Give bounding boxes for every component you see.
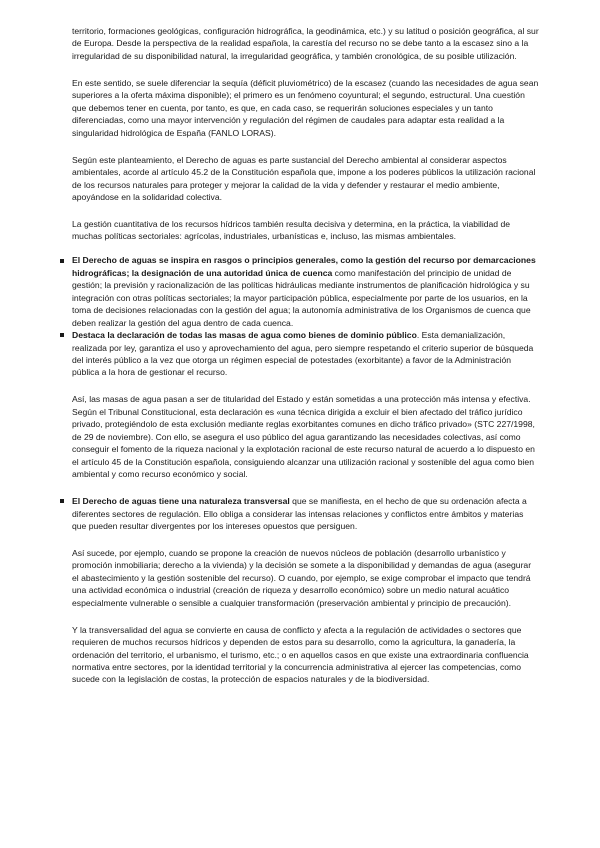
bullet-bold-lead: El Derecho de aguas tiene una naturaleza transversal: [72, 496, 290, 507]
bullet-naturaleza-transversal: [72, 495, 540, 532]
bullet-body: . Esta demanialización, realizada por ley, garantiza el uso y aprovechamiento del agua, pero siempre respetando el criterio superior de búsqueda del interés público a la vez que otorga un régimen especial de potestades (exorbitante) a favor de la Administración pública a la hora de gestionar el recurso.: [72, 330, 534, 378]
bullet-body: como manifestación del principio de unidad de gestión; la previsión y racionalización de las políticas hidráulicas mediante instrumentos de planificación hidrológica y su integración con otras políticas sectoriales; la mayor participación pública, especialmente por parte de los usuarios, en la toma de decisiones relacionadas con la gestión del agua; la autonomía administrativa de los Organismos de cuenca que deben realizar la gestión del agua dentro de cada cuenca.: [72, 267, 531, 328]
bullet-square-icon: [60, 259, 64, 263]
bullet-body: que se manifiesta, en el hecho de que su ordenación afecta a diferentes sectores de regulación. Ello obliga a considerar las intensas relaciones y conflictos entre ámbitos y materias que pueden resultar divergentes por los intereses opuestos que persiguen.: [72, 496, 527, 531]
bullet-principios-generales: [72, 254, 540, 329]
paragraph-derecho-ambiental: Según este planteamiento, el Derecho de aguas es parte sustancial del Derecho ambiental al considerar aspectos ambientales, acorde al artículo 45.2 de la Constitución española que, impone a los poderes públicos la utilización racional de los recursos naturales para proteger y mejorar la calidad de la vida y defender y restaurar el medio ambiente, apoyándose en la solidaridad colectiva.: [72, 154, 536, 202]
bullet-square-icon: [60, 333, 64, 337]
bullet-text: [72, 495, 540, 532]
paragraph-transversalidad-conflicto: Y la transversalidad del agua se convierte en causa de conflicto y afecta a la regulación de actividades o sectores que requieren de muchos recursos hídricos y dependen de estos para su desarrollo, como la agricultura, la ganadería, la ordenación del territorio, el urbanismo, el turismo, etc.; o en aquellos casos en que existe una extraordinaria confluencia normativa entre sectores, por la identidad territorial y la concurrencia administrativa al ejercer las competencias, como sucede con la legislación de costas, la protección de espacios naturales y de la biodiversidad.: [72, 624, 529, 685]
bullet-bold-lead: Destaca la declaración de todas las masas de agua como bienes de dominio público: [72, 330, 417, 341]
paragraph-territorio: territorio, formaciones geológicas, configuración hidrográfica, la geodinámica, etc.) y su latitud o posición geográfica, al sur de Europa. Desde la perspectiva de la realidad española, la carestía del recurso no se debe tanto a la escasez sino a la irregularidad de su disponibilidad natural, la irregularidad geográfica, y también cronológica, de su posible utilización.: [72, 26, 539, 61]
paragraph-gestion-cuantitativa: La gestión cuantitativa de los recursos hídricos también resulta decisiva y determina, en la práctica, la viabilidad de muchas políticas sectoriales: agrícolas, industriales, urbanísticas e, incluso, las mismas ambientales.: [72, 218, 511, 242]
bullet-text: [72, 254, 540, 329]
bullet-dominio-publico: [72, 329, 540, 379]
bullet-square-icon: [60, 499, 64, 503]
bullet-text: [72, 329, 540, 379]
bullet-bold-lead: El Derecho de aguas se inspira en rasgos o principios generales, como la gestión del recurso por demarcaciones hidrográficas; la designación de una autoridad única de cuenca: [72, 255, 536, 278]
paragraph-titularidad-estado: Así, las masas de agua pasan a ser de titularidad del Estado y están sometidas a una protección más intensa y efectiva. Según el Tribunal Constitucional, esta declaración es «una técnica dirigida a excluir el bien afectado del tráfico jurídico privado, protegiéndolo de esta exclusión mediante reglas exorbitantes comunes en dicho tráfico privado» (STC 227/1998, de 29 de noviembre). Con ello, se asegura el uso público del agua garantizando las necesidades colectivas, así como conseguir el fomento de la riqueza nacional y la explotación racional de este recurso natural de acuerdo a lo dispuesto en el artículo 45 de la Constitución española, consiguiendo alcanzar una utilización racional y sostenible del agua como bien ambiental y como recurso económico y social.: [72, 394, 535, 480]
paragraph-nuevos-nucleos: Así sucede, por ejemplo, cuando se propone la creación de nuevos núcleos de población (desarrollo urbanístico y promoción inmobiliaria; derecho a la vivienda) y la decisión se somete a la disponibilidad y demandas de agua (asegurar el abastecimiento y la gestión sostenible del recurso). O cuando, por ejemplo, se exige comprobar el impacto que tendrá una actividad económica o industrial (creación de riqueza y desarrollo económico) sobre un medio natural acuático especialmente vulnerable o sensible a cualquier transformación (preservación ambiental y principio de precaución).: [72, 547, 532, 608]
paragraph-sequia-escasez: En este sentido, se suele diferenciar la sequía (déficit pluviométrico) de la escasez (cuando las necesidades de agua sean superiores a la oferta máxima disponible); el primero es un fenómeno coyuntural; el segundo, estructural. Una cuestión que debemos tener en cuenta, por tanto, es que, en cada caso, se requerirán soluciones especiales y un tanto diferenciadas, como una mayor intervención y regulación del régimen de caudales para adaptar esta realidad a la singularidad hidrológica de España (FANLO LORAS).: [72, 77, 539, 138]
